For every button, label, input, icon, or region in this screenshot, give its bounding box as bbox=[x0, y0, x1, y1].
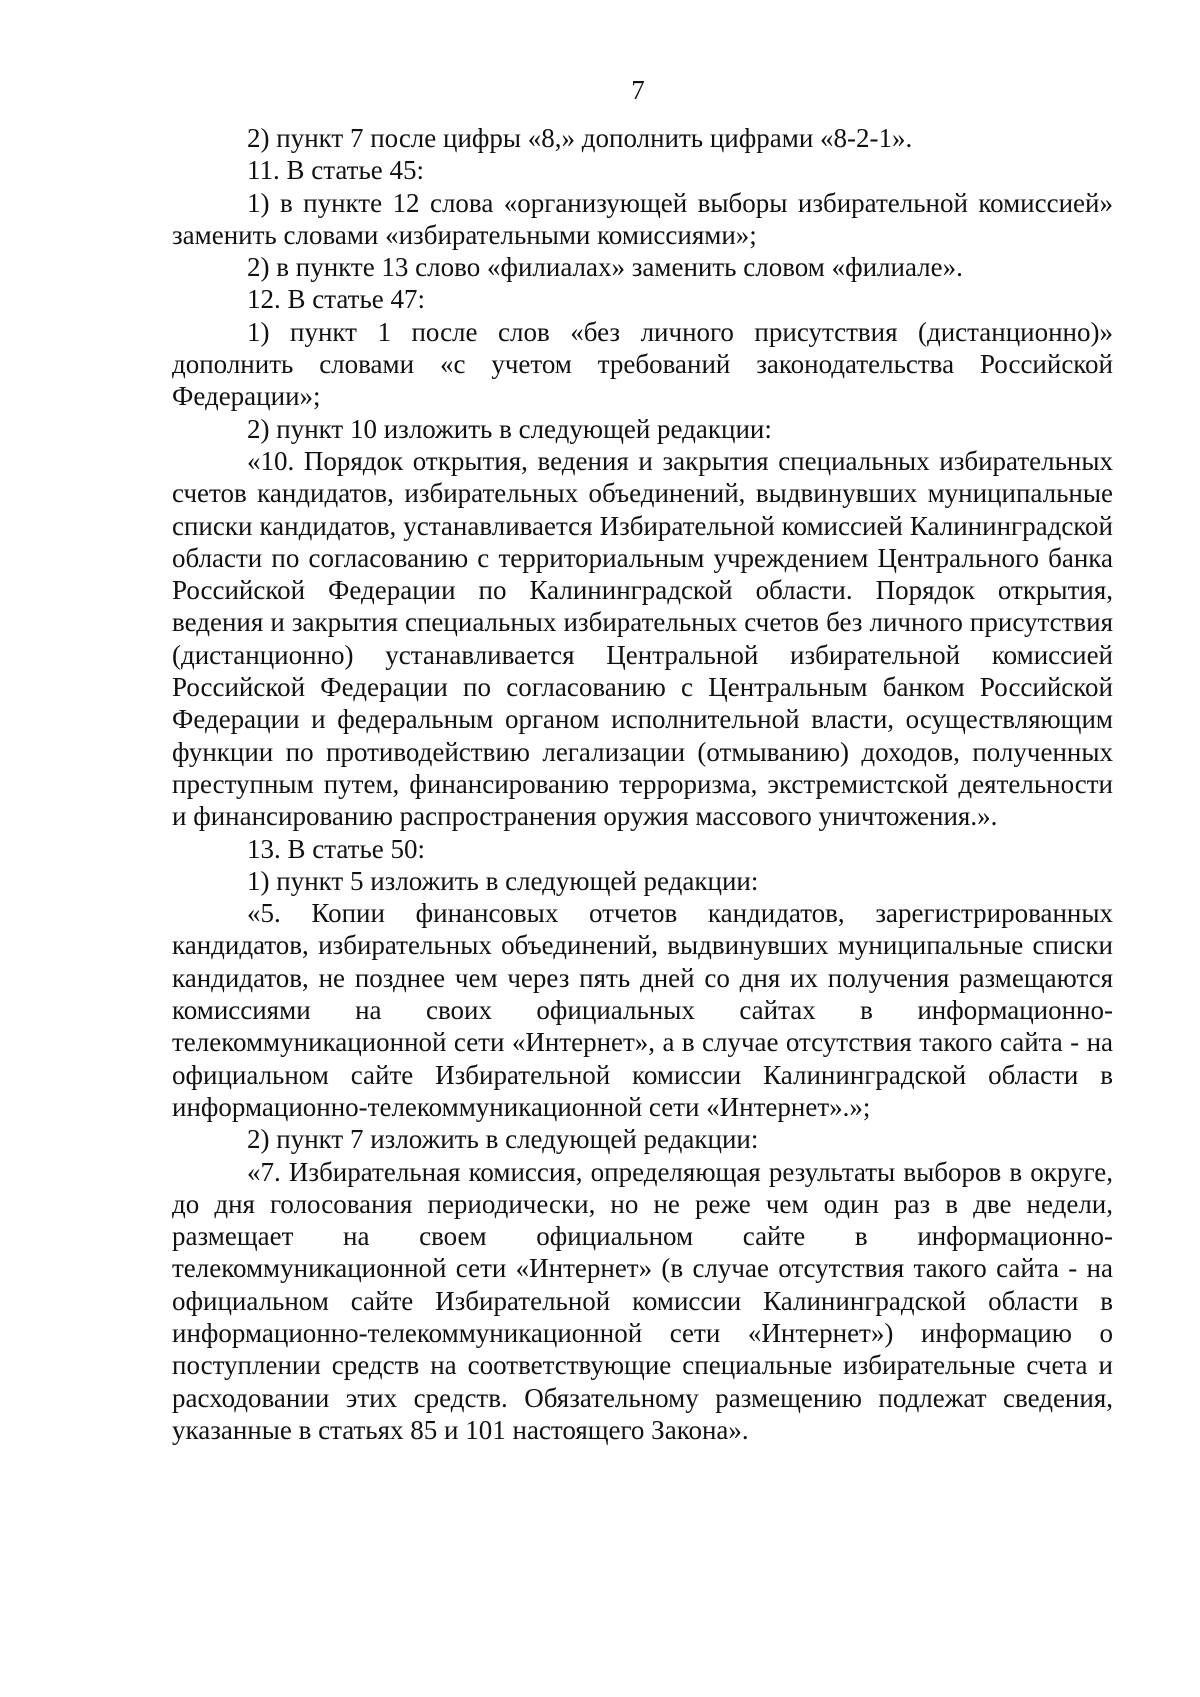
document-body bbox=[172, 122, 1113, 1446]
page-number: 7 bbox=[631, 75, 645, 105]
paragraph-point-7-text: «7. Избирательная комиссия, определяющая результаты выборов в округе, до дня голосования периодически, но не реже чем один раз в две недели, размещает на своем официальном сайте в информационно-телекоммуникационной сети «Интернет» (в случае отсутствия такого сайта - на официальном сайте Избирательной комиссии Калининградской области в информационно-телекоммуникационной сети «Интернет») информацию о поступлении средств на соответствующие специальные избирательные счета и расходовании этих средств. Обязательному размещению подлежат сведения, указанные в статьях 85 и 101 настоящего Закона». bbox=[172, 1156, 1113, 1445]
paragraph-point-5-text: «5. Копии финансовых отчетов кандидатов, зарегистрированных кандидатов, избирательных объединений, выдвинувших муниципальные списки кандидатов, не позднее чем через пять дней со дня их получения размещаются комиссиями на своих официальных сайтах в информационно-телекоммуникационной сети «Интернет», а в случае отсутствия такого сайта - на официальном сайте Избирательной комиссии Калининградской области в информационно-телекоммуникационной сети «Интернет».»; bbox=[172, 898, 1113, 1122]
paragraph-section-12-heading: 12. В статье 47: bbox=[247, 284, 426, 315]
paragraph-item-2-article-44: 2) пункт 7 после цифры «8,» дополнить цифрами «8-2-1». bbox=[247, 123, 913, 153]
paragraph-item-2-article-45: 2) в пункте 13 слово «филиалах» заменить словом «филиале». bbox=[247, 252, 963, 283]
paragraph-item-2-article-50: 2) пункт 7 изложить в следующей редакции: bbox=[247, 1124, 759, 1155]
paragraph-item-1-article-47: 1) пункт 1 после слов «без личного присутствия (дистанционно)» дополнить словами «с учетом требований законодательства Российской Федерации»; bbox=[172, 316, 1113, 412]
paragraph-point-10-text: «10. Порядок открытия, ведения и закрытия специальных избирательных счетов кандидатов, избирательных объединений, выдвинувших муниципальные списки кандидатов, устанавливается Избирательной комиссией Калининградской области по согласованию с территориальным учреждением Центрального банка Российской Федерации по Калининградской области. Порядок открытия, ведения и закрытия специальных избирательных счетов без личного присутствия (дистанционно) устанавливается Центральной избирательной комиссией Российской Федерации по согласованию с Центральным банком Российской Федерации и федеральным органом исполнительной власти, осуществляющим функции по противодействию легализации (отмыванию) доходов, полученных преступным путем, финансированию терроризма, экстремистской деятельности и финансированию распространения оружия массового уничтожения.». bbox=[172, 445, 1113, 832]
paragraph-item-1-article-50: 1) пункт 5 изложить в следующей редакции: bbox=[247, 865, 759, 896]
paragraph-section-11-heading: 11. В статье 45: bbox=[247, 155, 425, 186]
paragraph-item-2-article-47: 2) пункт 10 изложить в следующей редакции: bbox=[247, 413, 772, 444]
paragraph-section-13-heading: 13. В статье 50: bbox=[247, 833, 426, 864]
paragraph-item-1-article-45: 1) в пункте 12 слова «организующей выборы избирательной комиссией» заменить словами «избирательными комиссиями»; bbox=[172, 187, 1113, 250]
